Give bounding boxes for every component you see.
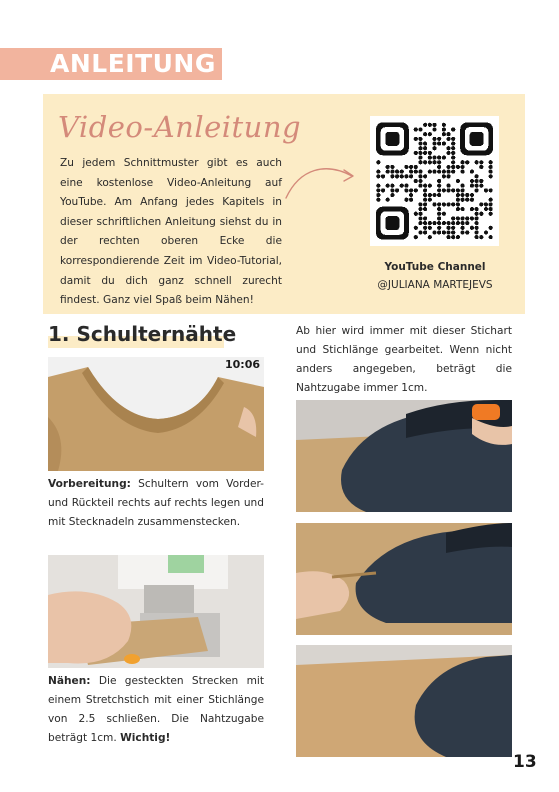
page-number: 13 xyxy=(513,752,537,772)
section-title: 1. Schulternähte xyxy=(48,322,237,346)
preparation-label: Vorbereitung: xyxy=(48,478,131,490)
youtube-channel-handle[interactable]: @JULIANA MARTEJEVS xyxy=(377,279,493,291)
qr-code-icon xyxy=(376,122,493,240)
video-tutorial-title: Video-Anleitung xyxy=(58,110,302,144)
sewing-label: Nähen: xyxy=(48,675,91,687)
photo-ironing-2 xyxy=(296,523,512,635)
sewing-paragraph-continued: Ab hier wird immer mit dieser Stichart und Stichlänge gearbeitet. Wenn nicht anders angegeben, beträgt die Nahtzugabe immer 1cm. xyxy=(296,325,512,394)
sewing-text: Die gesteckten Strecken mit einem Stretchstich mit einer Stichlänge von 2.5 schließen. Die Nahtzugabe beträgt 1cm. xyxy=(48,675,264,744)
preparation-text: Schultern vom Vorder- und Rückteil rechts auf rechts legen und mit Stecknadeln zusammenstecken. xyxy=(48,478,264,528)
qr-code-link[interactable] xyxy=(370,116,499,246)
photo-sewing-machine xyxy=(48,555,264,668)
curved-arrow-icon xyxy=(282,160,358,204)
sewing-paragraph xyxy=(48,672,264,748)
video-tutorial-text: Zu jedem Schnittmuster gibt es auch eine kostenlose Video-Anleitung auf YouTube. Am Anfang jedes Kapitels in dieser schriftlichen Anleitung siehst du in der rechten oberen Ecke die korrespondierende Zeit im Video-Tutorial, damit du dich ganz schnell zurecht findest. Ganz viel Spaß beim Nähen! xyxy=(60,157,282,307)
important-label: Wichtig! xyxy=(120,732,171,744)
photo-ironing-3 xyxy=(296,645,512,757)
photo-ironing-1 xyxy=(296,400,512,512)
photo-shoulders-pinned xyxy=(48,357,264,471)
youtube-channel-label: YouTube Channel xyxy=(384,261,486,273)
preparation-paragraph xyxy=(48,475,264,532)
page-title: ANLEITUNG xyxy=(50,49,216,78)
video-timestamp: 10:06 xyxy=(224,358,260,371)
